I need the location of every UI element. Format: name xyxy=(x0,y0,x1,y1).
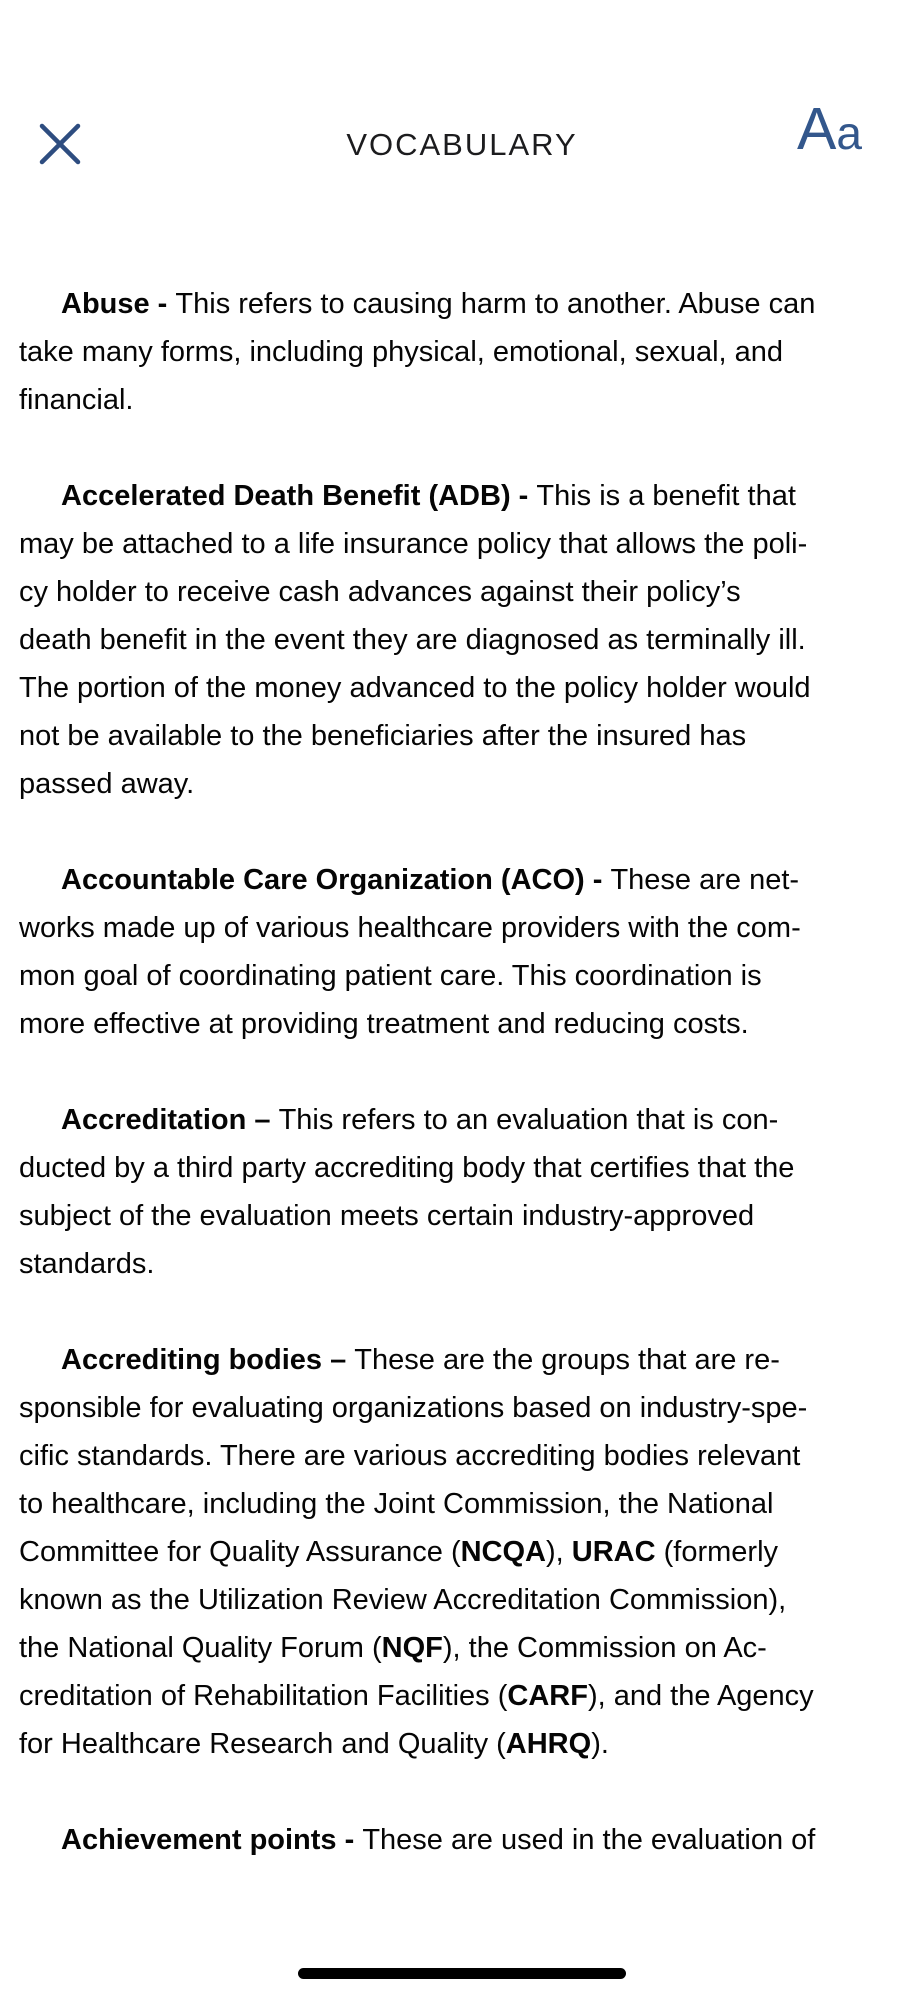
definition-paragraph: Accelerated Death Benefit (ADB) - This is a benefit that may be attached to a life insurance policy that allows the poli- cy holder to receive cash advances against their policy’s death benefit in the event they are diagnosed as terminally ill. The portion of the money advanced to the policy holder would not be available to the beneficiaries after the insured has passed away. xyxy=(19,480,811,800)
page-title: VOCABULARY xyxy=(346,127,578,162)
definition-paragraph: Accreditation – This refers to an evaluation that is con- ducted by a third party accrediting body that certifies that the subject of the evaluation meets certain industry-approved standards. xyxy=(19,1104,795,1280)
text-size-icon: A xyxy=(797,96,837,162)
nav-bar xyxy=(0,0,924,200)
definition-paragraph: Abuse - This refers to causing harm to another. Abuse can take many forms, including physical, emotional, sexual, and financial. xyxy=(19,288,816,416)
text-size-button[interactable]: A a xyxy=(797,100,862,180)
vocabulary-content xyxy=(19,280,907,1912)
definition-paragraph: Accrediting bodies – These are the groups that are re- sponsible for evaluating organizations based on industry-spe- cific standards. There are various accrediting bodies relevant to healthcare, including the Joint Commission, the National Committee for Quality Assurance (NCQA), URAC (formerly known as the Utilization Review Accreditation Commission), the National Quality Forum (NQF), the Commission on Ac- creditation of Rehabilitation Facilities (CARF), and the Agency for Healthcare Research and Quality (AHRQ). xyxy=(19,1344,814,1760)
home-indicator-bar[interactable] xyxy=(298,1968,626,1979)
definition-paragraph: Accountable Care Organization (ACO) - These are net- works made up of various healthcare providers with the com- mon goal of coordinating patient care. This coordination is more effective at providing treatment and reducing costs. xyxy=(19,864,801,1040)
definition-paragraph: Achievement points - These are used in the evaluation of xyxy=(61,1824,816,1856)
